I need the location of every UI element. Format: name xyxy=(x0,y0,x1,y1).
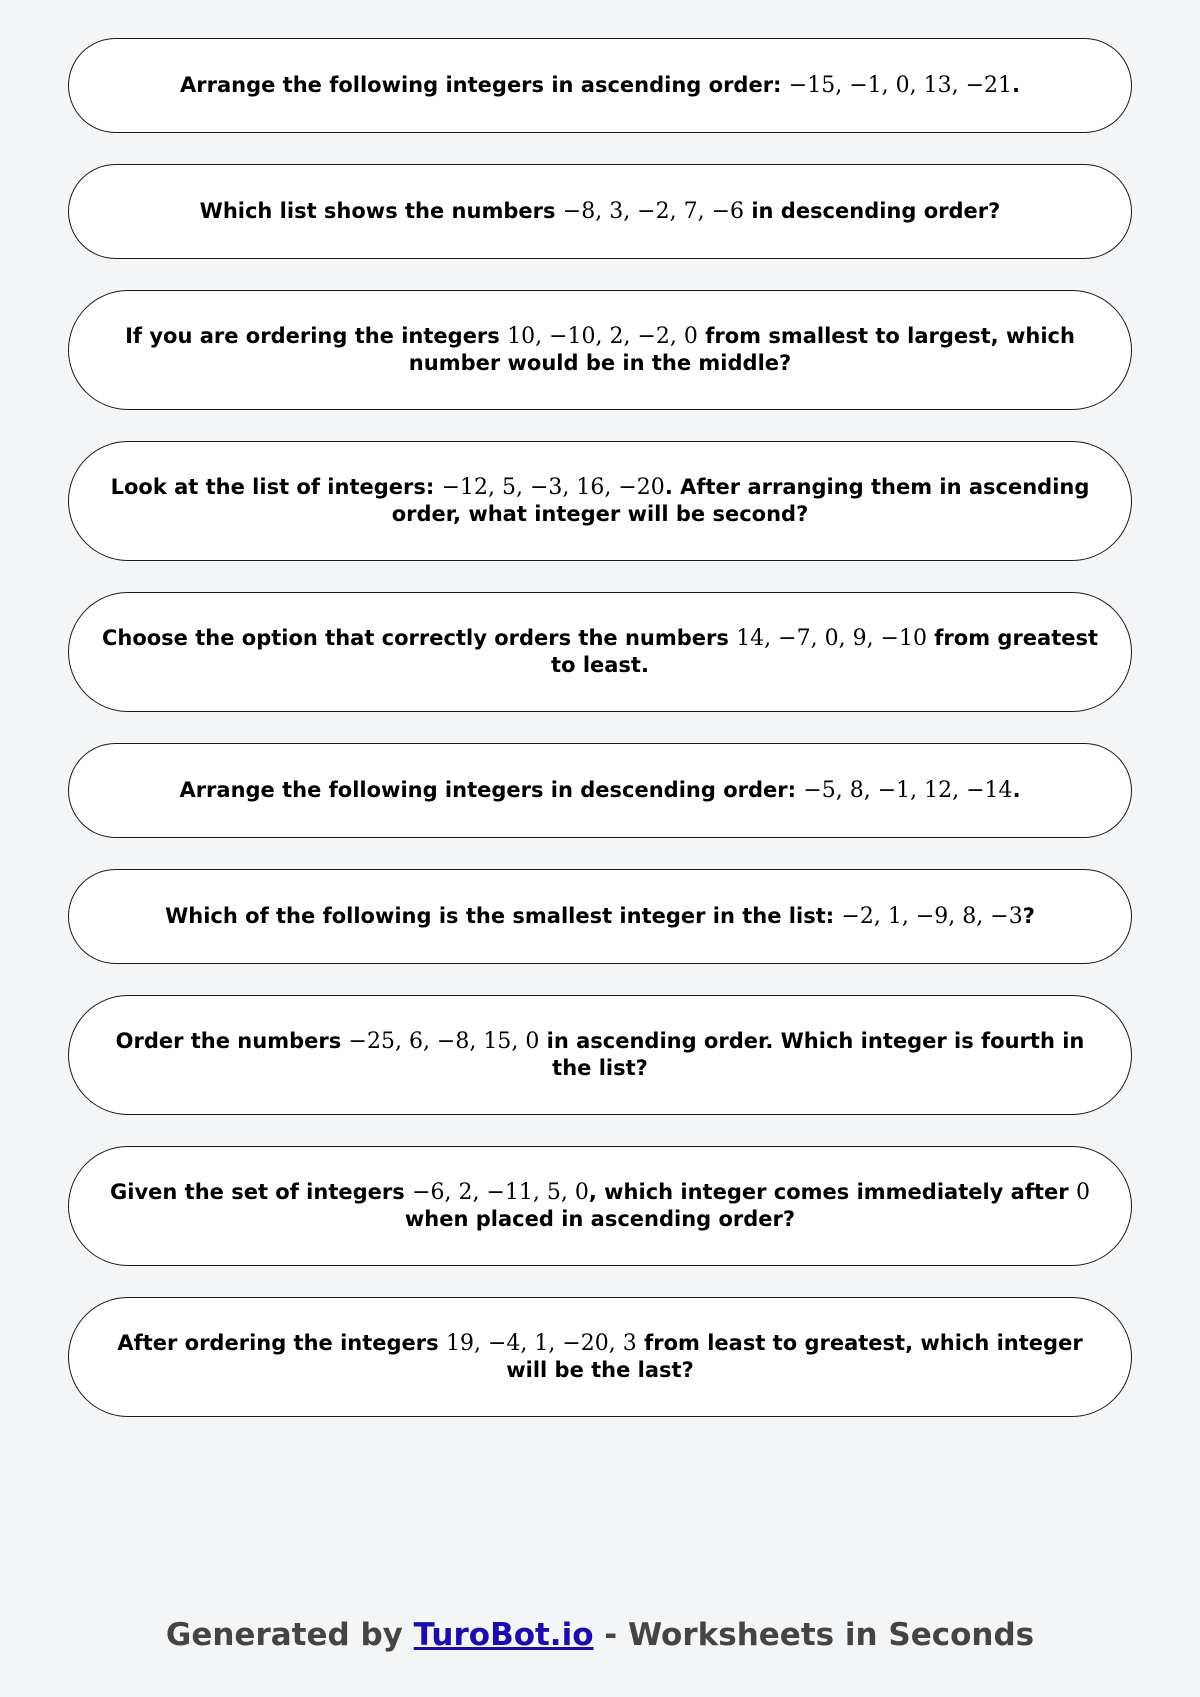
question-text-segment: Arrange the following integers in descending order: xyxy=(179,778,804,802)
question-card xyxy=(68,38,1132,133)
question-text-segment: , which integer comes immediately after xyxy=(588,1180,1076,1204)
question-text xyxy=(180,72,1020,99)
question-text-segment: If you are ordering the integers xyxy=(125,324,508,348)
question-card xyxy=(68,441,1132,561)
question-text xyxy=(95,1028,1105,1082)
question-text xyxy=(200,198,1001,225)
question-text-segment: After ordering the integers xyxy=(117,1331,446,1355)
math-expression: 14, −7, 0, 9, −10 xyxy=(736,626,927,651)
question-text-segment: Which of the following is the smallest integer in the list: xyxy=(165,904,842,928)
question-text xyxy=(95,323,1105,377)
math-expression: 19, −4, 1, −20, 3 xyxy=(445,1331,637,1356)
question-text-segment: from smallest to largest, which number would be in the middle? xyxy=(408,324,1075,375)
question-list xyxy=(68,38,1132,1448)
question-text-segment: . xyxy=(1012,778,1021,802)
question-card xyxy=(68,995,1132,1115)
footer xyxy=(0,1617,1200,1653)
question-card xyxy=(68,1146,1132,1266)
footer-prefix: Generated by xyxy=(165,1617,414,1653)
question-card xyxy=(68,1297,1132,1417)
question-text-segment: from greatest to least. xyxy=(551,626,1099,677)
question-text-segment: when placed in ascending order? xyxy=(404,1207,796,1231)
math-expression: −6, 2, −11, 5, 0 xyxy=(412,1180,589,1205)
question-text-segment: Arrange the following integers in ascending order: xyxy=(179,73,789,97)
question-text-segment: in descending order? xyxy=(744,199,1001,223)
question-card xyxy=(68,290,1132,410)
question-text-segment: . After arranging them in ascending order, what integer will be second? xyxy=(391,475,1090,526)
question-text xyxy=(95,625,1105,679)
turobot-link[interactable]: TuroBot.io xyxy=(413,1617,594,1653)
question-text-segment: Choose the option that correctly orders the numbers xyxy=(101,626,737,650)
math-expression: −12, 5, −3, 16, −20 xyxy=(441,475,665,500)
question-card xyxy=(68,164,1132,259)
question-card xyxy=(68,869,1132,964)
math-expression: −25, 6, −8, 15, 0 xyxy=(348,1029,540,1054)
question-text-segment: . xyxy=(1012,73,1020,97)
footer-suffix: - Worksheets in Seconds xyxy=(593,1617,1035,1653)
question-card xyxy=(68,592,1132,712)
question-text-segment: in ascending order. Which integer is fourth in the list? xyxy=(539,1029,1085,1080)
math-expression: −2, 1, −9, 8, −3 xyxy=(841,904,1023,929)
question-text-segment: Which list shows the numbers xyxy=(199,199,563,223)
math-expression: −8, 3, −2, 7, −6 xyxy=(562,199,745,224)
math-expression: −15, −1, 0, 13, −21 xyxy=(788,73,1013,98)
question-text-segment: Given the set of integers xyxy=(110,1180,413,1204)
question-text-segment: from least to greatest, which integer will be the last? xyxy=(506,1331,1083,1382)
question-text-segment: ? xyxy=(1022,904,1035,928)
math-expression: −5, 8, −1, 12, −14 xyxy=(803,778,1013,803)
question-text xyxy=(165,903,1035,930)
question-text xyxy=(95,1330,1105,1384)
question-text-segment: Look at the list of integers: xyxy=(110,475,442,499)
question-text xyxy=(95,1179,1105,1233)
math-expression: 0 xyxy=(1075,1180,1090,1205)
math-expression: 10, −10, 2, −2, 0 xyxy=(507,324,698,349)
question-text xyxy=(179,777,1020,804)
question-card xyxy=(68,743,1132,838)
question-text-segment: Order the numbers xyxy=(115,1029,349,1053)
question-text xyxy=(95,474,1105,528)
